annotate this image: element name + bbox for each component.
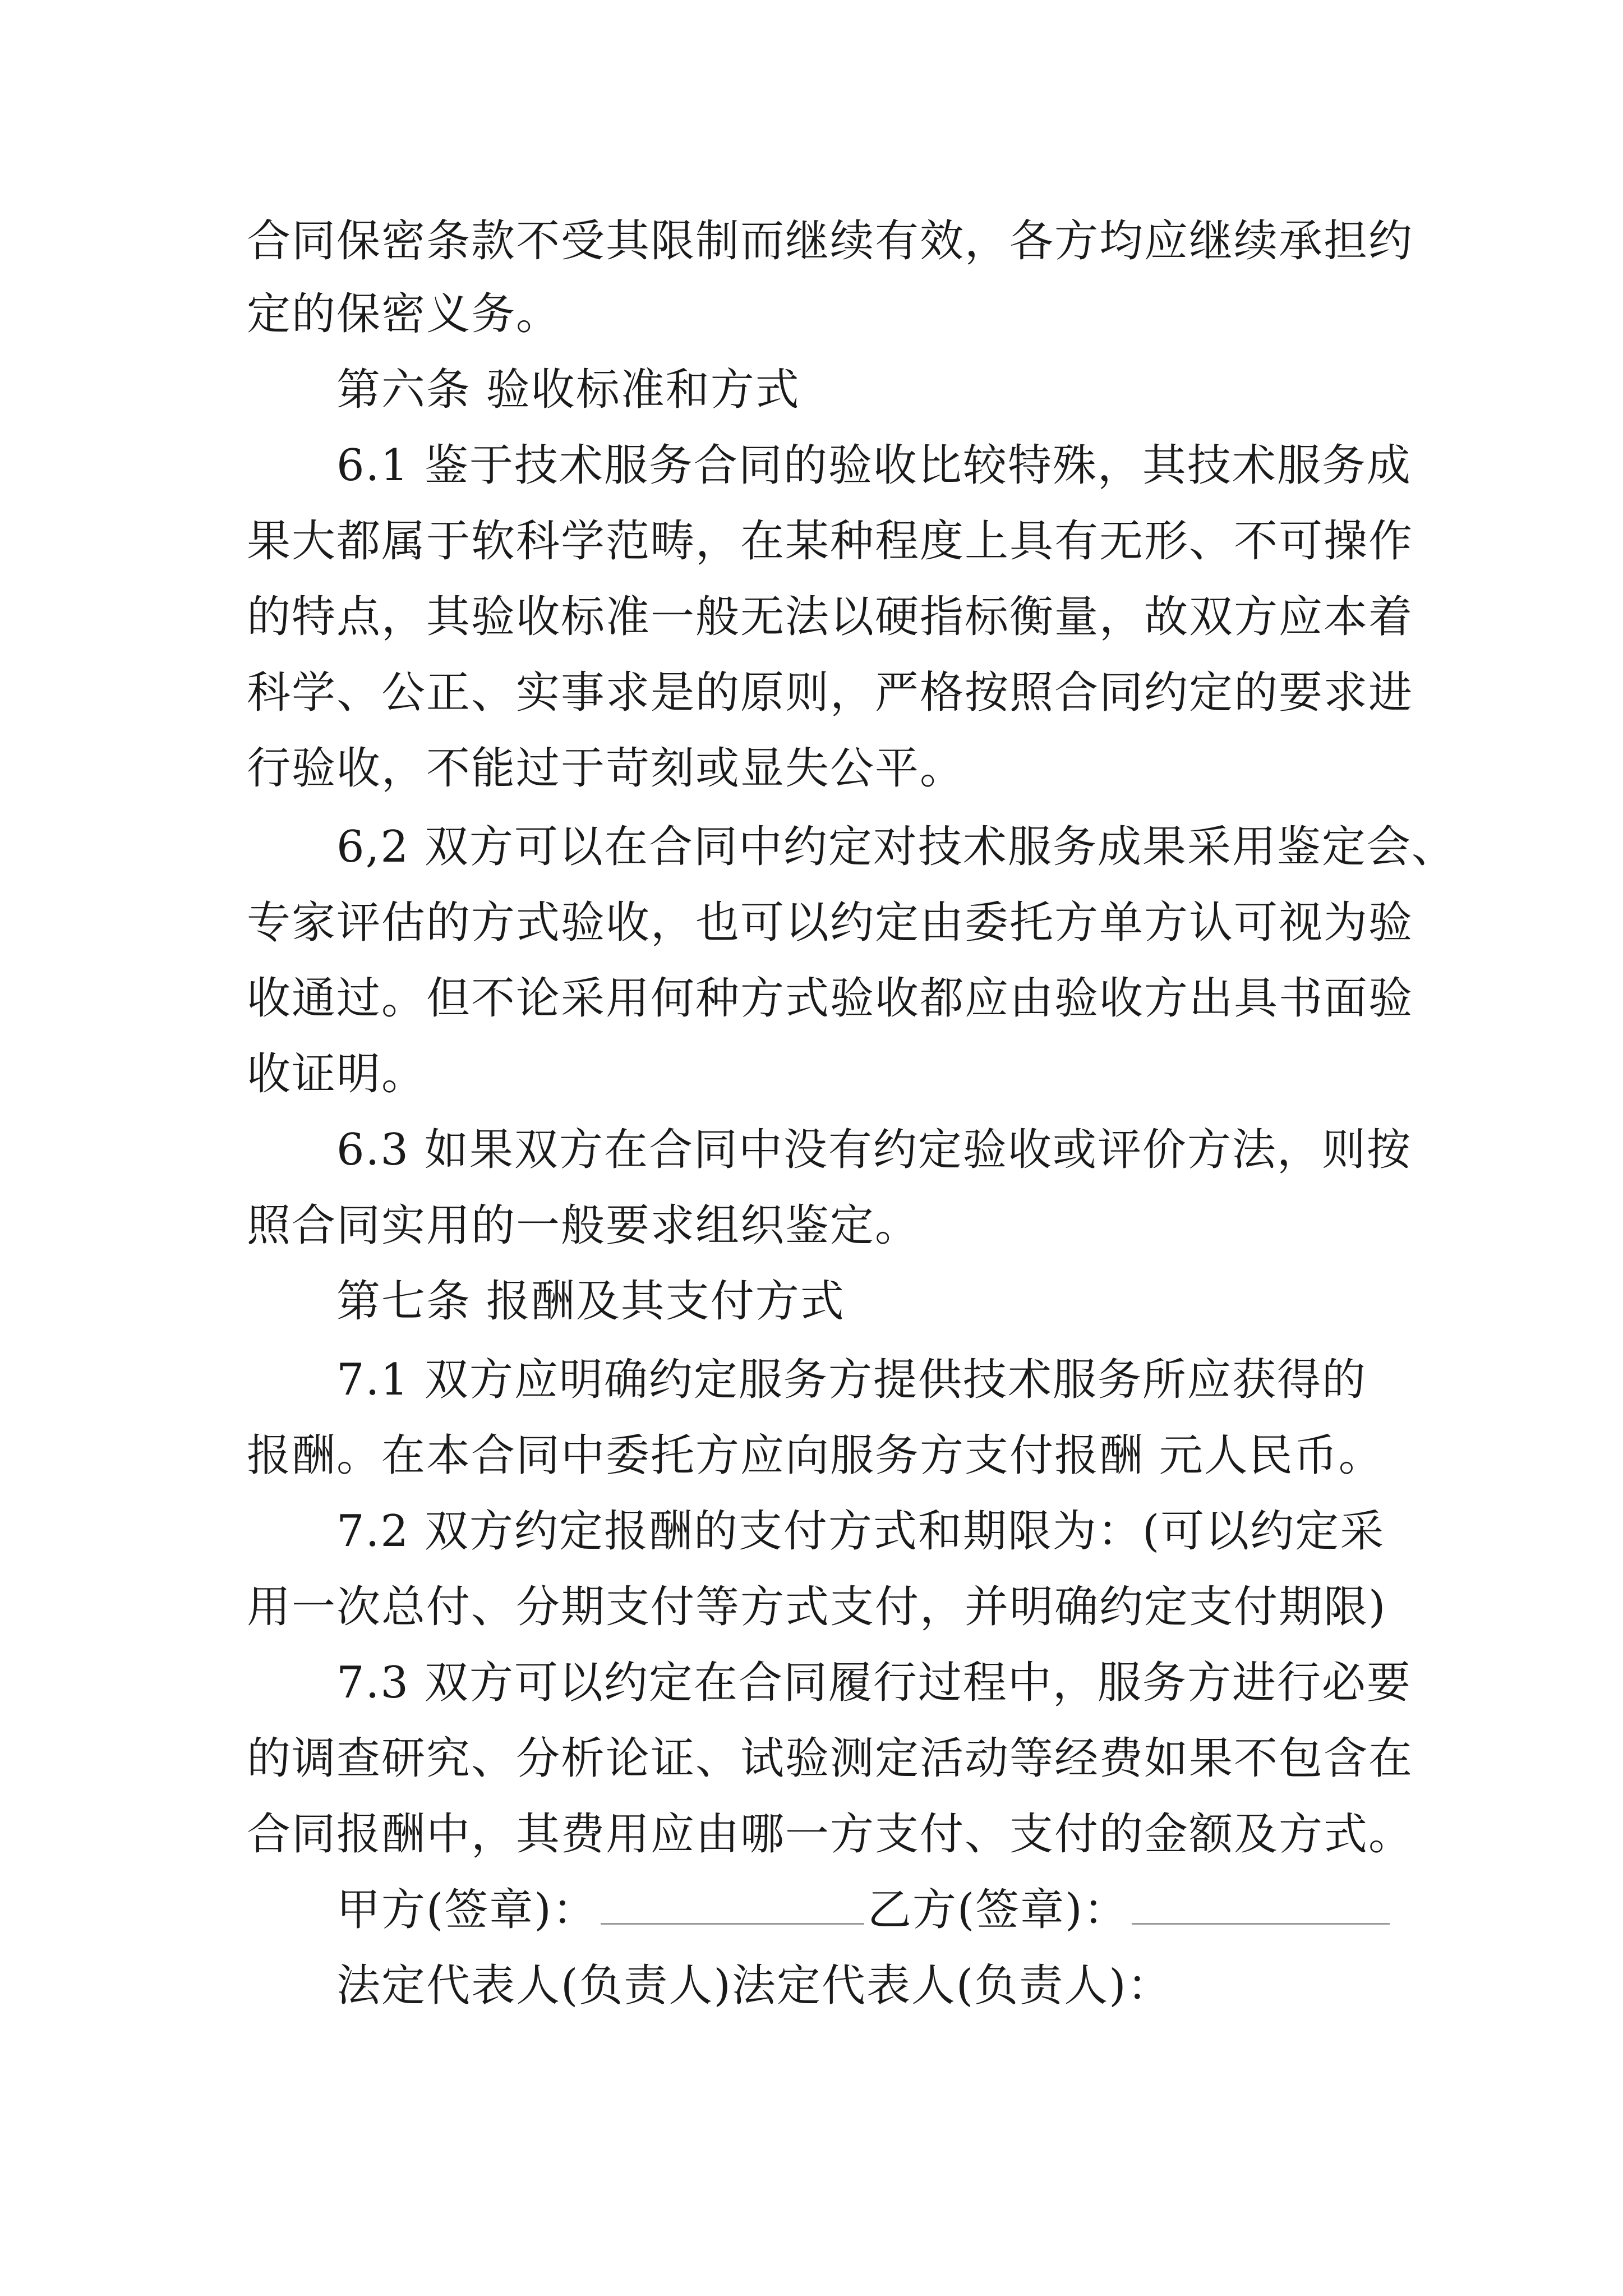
- clause-7-3-line-1: 7.3 双方可以约定在合同履行过程中，服务方进行必要: [336, 1658, 1412, 1708]
- body-line-2: 定的保密义务。: [247, 289, 561, 339]
- clause-6-1-line-4: 科学、公正、实事求是的原则，严格按照合同约定的要求进: [247, 668, 1414, 718]
- body-line-1: 合同保密条款不受其限制而继续有效，各方均应继续承担约: [247, 216, 1414, 266]
- section-heading-7: 第七条 报酬及其支付方式: [336, 1276, 845, 1327]
- clause-6-1-line-3: 的特点，其验收标准一般无法以硬指标衡量，故双方应本着: [247, 592, 1414, 642]
- clause-7-2-line-2: 用一次总付、分期支付等方式支付，并明确约定支付期限): [247, 1582, 1387, 1632]
- party-b-signature-blank[interactable]: [1132, 1884, 1390, 1925]
- clause-6-3-line-1: 6.3 如果双方在合同中没有约定验收或评价方法，则按: [336, 1125, 1412, 1175]
- clause-7-3-line-3: 合同报酬中，其费用应由哪一方支付、支付的金额及方式。: [247, 1809, 1414, 1860]
- clause-6-2-line-3: 收通过。但不论采用何种方式验收都应由验收方出具书面验: [247, 973, 1414, 1024]
- party-b-label: 乙方(签章)：: [867, 1885, 1128, 1935]
- legal-representative-line: 法定代表人(负责人)法定代表人(负责人)：: [336, 1961, 1172, 2011]
- clause-6-2-line-4: 收证明。: [247, 1049, 427, 1099]
- party-a-signature-blank[interactable]: [601, 1884, 864, 1925]
- clause-6-2-line-2: 专家评估的方式验收，也可以约定由委托方单方认可视为验: [247, 898, 1414, 948]
- clause-7-3-line-2: 的调查研究、分析论证、试验测定活动等经费如果不包含在: [247, 1733, 1414, 1784]
- clause-6-1-line-2: 果大都属于软科学范畴，在某种程度上具有无形、不可操作: [247, 516, 1414, 567]
- clause-6-1-line-5: 行验收，不能过于苛刻或显失公平。: [247, 743, 965, 794]
- clause-7-1-line-1: 7.1 双方应明确约定服务方提供技术服务所应获得的: [336, 1355, 1367, 1405]
- clause-6-2-line-1: 6,2 双方可以在合同中约定对技术服务成果采用鉴定会、: [336, 822, 1456, 872]
- clause-7-2-line-1: 7.2 双方约定报酬的支付方式和期限为：(可以约定采: [336, 1506, 1385, 1557]
- clause-6-1-line-1: 6.1 鉴于技术服务合同的验收比较特殊，其技术服务成: [336, 440, 1412, 491]
- clause-6-3-line-2: 照合同实用的一般要求组织鉴定。: [247, 1200, 920, 1251]
- signature-row: [336, 1882, 1393, 1938]
- section-heading-6: 第六条 验收标准和方式: [336, 365, 800, 415]
- clause-7-1-line-2: 报酬。在本合同中委托方应向服务方支付报酬 元人民币。: [247, 1430, 1384, 1481]
- party-a-label: 甲方(签章)：: [336, 1885, 597, 1935]
